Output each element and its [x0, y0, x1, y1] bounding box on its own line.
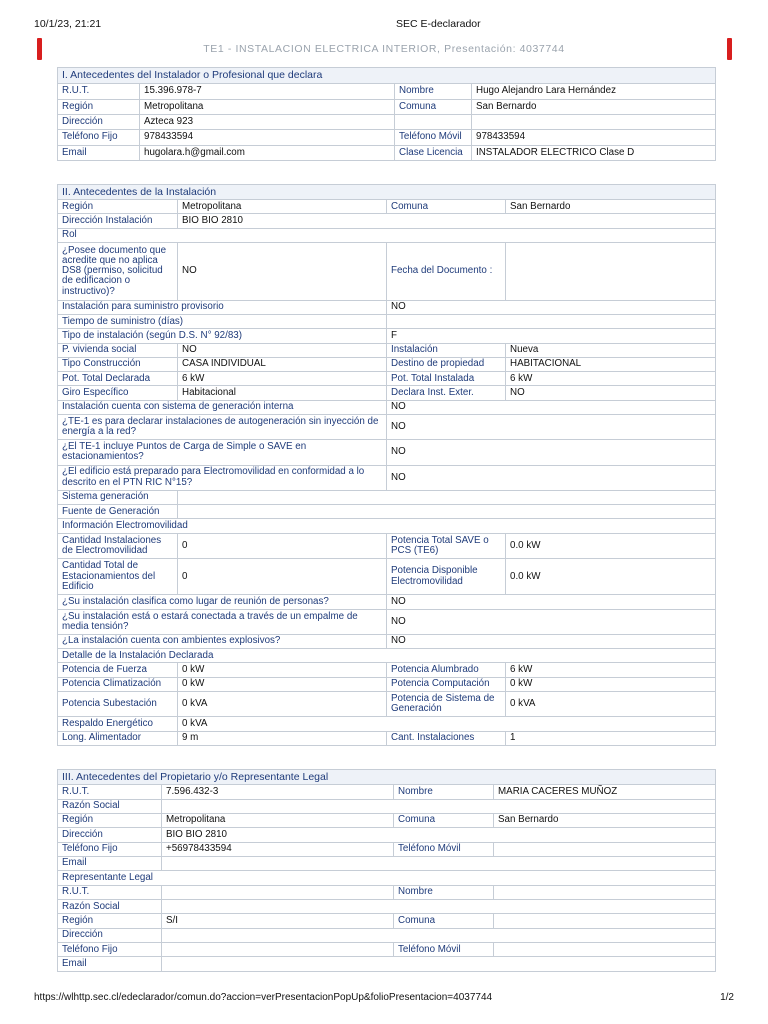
table-row — [58, 957, 716, 972]
field-value — [162, 900, 716, 914]
field-value: San Bernardo — [506, 200, 716, 214]
table-row — [58, 214, 716, 228]
field-value — [162, 943, 394, 957]
table-row — [58, 649, 716, 663]
table-row — [58, 145, 716, 160]
field-value: 0 kW — [178, 663, 387, 677]
field-label: Región — [58, 99, 140, 114]
page-number: 1/2 — [720, 992, 734, 1003]
table-row — [58, 731, 716, 745]
subsection-title: Representante Legal — [58, 871, 716, 885]
field-value: +56978433594 — [162, 842, 394, 856]
field-label: Email — [58, 856, 162, 870]
field-label: Pot. Total Instalada — [387, 372, 506, 386]
table-row — [58, 84, 716, 99]
table-row — [58, 943, 716, 957]
field-value — [494, 943, 716, 957]
field-label: Email — [58, 957, 162, 972]
field-value: NO — [387, 609, 716, 634]
field-value: NO — [387, 440, 716, 465]
field-value — [494, 885, 716, 899]
field-label: Cantidad Total de Estacionamientos del Edificio — [58, 559, 178, 595]
field-label: Potencia de Sistema de Generación — [387, 692, 506, 717]
table-row — [58, 519, 716, 533]
print-datetime: 10/1/23, 21:21 — [34, 18, 102, 30]
table-row — [58, 114, 716, 129]
field-label: Declara Inst. Exter. — [387, 386, 506, 400]
field-label: Potencia Disponible Electromovilidad — [387, 559, 506, 595]
field-value: San Bernardo — [472, 99, 716, 114]
table-row — [58, 856, 716, 870]
table-row — [58, 400, 716, 414]
field-label: Dirección Instalación — [58, 214, 178, 228]
field-label: R.U.T. — [58, 885, 162, 899]
field-label — [395, 114, 472, 129]
field-value: 0 — [178, 533, 387, 558]
section-title: I. Antecedentes del Instalador o Profesional que declara — [58, 68, 716, 84]
print-header — [0, 0, 768, 34]
field-value: 15.396.978-7 — [140, 84, 395, 99]
field-label: Región — [58, 200, 178, 214]
field-value: 9 m — [178, 731, 387, 745]
field-label: Respaldo Energético — [58, 717, 178, 731]
table-row — [58, 663, 716, 677]
table-row — [58, 200, 716, 214]
field-value: NO — [387, 465, 716, 490]
table-row — [58, 717, 716, 731]
field-value: 0 kVA — [506, 692, 716, 717]
field-label: Fecha del Documento : — [387, 242, 506, 300]
field-value — [162, 885, 394, 899]
field-label: Instalación cuenta con sistema de generación interna — [58, 400, 387, 414]
field-label: Long. Alimentador — [58, 731, 178, 745]
document-title: TE1 - INSTALACION ELECTRICA INTERIOR, Presentación: 4037744 — [203, 43, 565, 55]
field-label: Cantidad Instalaciones de Electromovilidad — [58, 533, 178, 558]
field-value: NO — [387, 414, 716, 439]
field-label: R.U.T. — [58, 84, 140, 99]
table-row — [58, 914, 716, 928]
field-value: 6 kW — [506, 663, 716, 677]
field-value: Metropolitana — [178, 200, 387, 214]
field-label: Potencia Computación — [387, 677, 506, 691]
field-value: 0 — [178, 559, 387, 595]
field-label: Destino de propiedad — [387, 357, 506, 371]
field-label: Sistema generación — [58, 490, 178, 504]
field-value: 1 — [506, 731, 716, 745]
field-value: Azteca 923 — [140, 114, 395, 129]
table-row — [58, 329, 716, 343]
field-value: 0.0 kW — [506, 559, 716, 595]
table-row — [58, 559, 716, 595]
field-label: Fuente de Generación — [58, 505, 178, 519]
field-label: ¿Posee documento que acredite que no aplica DS8 (permiso, solicitud de edificacion o instructivo)? — [58, 242, 178, 300]
table-row — [58, 465, 716, 490]
field-label: ¿Su instalación está o estará conectada a través de un empalme de media tensión? — [58, 609, 387, 634]
field-value — [162, 799, 716, 813]
field-value: HABITACIONAL — [506, 357, 716, 371]
field-value: 0 kVA — [178, 717, 716, 731]
field-label: Nombre — [394, 885, 494, 899]
owner-section — [57, 769, 716, 972]
field-label: Giro Específico — [58, 386, 178, 400]
field-value — [162, 928, 716, 942]
table-row — [58, 842, 716, 856]
table-row — [58, 130, 716, 145]
field-value: NO — [178, 242, 387, 300]
field-label: Cant. Instalaciones — [387, 731, 506, 745]
field-label: Región — [58, 914, 162, 928]
table-row — [58, 533, 716, 558]
field-value: MARIA CACERES MUÑOZ — [494, 785, 716, 799]
field-label: Teléfono Fijo — [58, 842, 162, 856]
field-label: Comuna — [394, 914, 494, 928]
field-label: Razón Social — [58, 799, 162, 813]
table-row — [58, 505, 716, 519]
field-label: ¿El edificio está preparado para Electromovilidad en conformidad a lo descrito en el PTN RIC N°15? — [58, 465, 387, 490]
field-value: F — [387, 329, 716, 343]
field-label: Teléfono Fijo — [58, 130, 140, 145]
table-row — [58, 813, 716, 827]
field-label: Potencia Subestación — [58, 692, 178, 717]
field-value: 0 kW — [178, 677, 387, 691]
field-value: hugolara.h@gmail.com — [140, 145, 395, 160]
field-value — [494, 914, 716, 928]
field-value: 7.596.432-3 — [162, 785, 394, 799]
table-row — [58, 242, 716, 300]
field-label: Clase Licencia — [395, 145, 472, 160]
table-row — [58, 928, 716, 942]
field-value: NO — [387, 634, 716, 648]
table-row — [58, 372, 716, 386]
table-row — [58, 677, 716, 691]
field-label: ¿La instalación cuenta con ambientes explosivos? — [58, 634, 387, 648]
field-value — [162, 856, 716, 870]
page-url: https://wlhttp.sec.cl/edeclarador/comun.do?accion=verPresentacionPopUp&folioPresentacion=4037744 — [34, 992, 493, 1003]
table-row — [58, 692, 716, 717]
field-label: Dirección — [58, 828, 162, 842]
field-label: ¿TE-1 es para declarar instalaciones de autogeneración sin inyección de energía a la red? — [58, 414, 387, 439]
field-label: Tiempo de suministro (días) — [58, 315, 387, 329]
field-label: Razón Social — [58, 900, 162, 914]
field-value: Nueva — [506, 343, 716, 357]
field-value: 6 kW — [506, 372, 716, 386]
table-row — [58, 357, 716, 371]
field-label: Nombre — [394, 785, 494, 799]
field-value: BIO BIO 2810 — [178, 214, 716, 228]
field-value: NO — [178, 343, 387, 357]
field-value: NO — [506, 386, 716, 400]
field-label: Teléfono Móvil — [394, 842, 494, 856]
field-label: Potencia Alumbrado — [387, 663, 506, 677]
field-label: Teléfono Móvil — [395, 130, 472, 145]
table-row — [58, 300, 716, 314]
field-value: Metropolitana — [162, 813, 394, 827]
field-value: NO — [387, 595, 716, 609]
field-label: Teléfono Fijo — [58, 943, 162, 957]
field-value — [506, 242, 716, 300]
field-label: Región — [58, 813, 162, 827]
field-label: Potencia Total SAVE o PCS (TE6) — [387, 533, 506, 558]
field-label: Nombre — [395, 84, 472, 99]
field-label: Potencia de Fuerza — [58, 663, 178, 677]
field-value: BIO BIO 2810 — [162, 828, 716, 842]
field-value: NO — [387, 400, 716, 414]
installation-section — [57, 184, 716, 746]
field-value: NO — [387, 300, 716, 314]
field-label: Comuna — [395, 99, 472, 114]
field-value: CASA INDIVIDUAL — [178, 357, 387, 371]
field-value — [472, 114, 716, 129]
table-row — [58, 315, 716, 329]
field-label: ¿Su instalación clasifica como lugar de reunión de personas? — [58, 595, 387, 609]
table-row — [58, 440, 716, 465]
table-row — [58, 595, 716, 609]
field-label: R.U.T. — [58, 785, 162, 799]
field-value: 0 kW — [506, 677, 716, 691]
field-label: Tipo Construcción — [58, 357, 178, 371]
subsection-title: Información Electromovilidad — [58, 519, 716, 533]
table-row — [58, 343, 716, 357]
field-value: 978433594 — [472, 130, 716, 145]
field-label: Instalación para suministro provisorio — [58, 300, 387, 314]
table-row — [58, 414, 716, 439]
table-row — [58, 386, 716, 400]
field-value: 6 kW — [178, 372, 387, 386]
field-value: 0 kVA — [178, 692, 387, 717]
field-value: Hugo Alejandro Lara Hernández — [472, 84, 716, 99]
table-row — [58, 634, 716, 648]
table-row — [58, 785, 716, 799]
field-value — [178, 505, 716, 519]
table-row — [58, 871, 716, 885]
field-label: Pot. Total Declarada — [58, 372, 178, 386]
field-label: Potencia Climatización — [58, 677, 178, 691]
field-value: Metropolitana — [140, 99, 395, 114]
field-value: 0.0 kW — [506, 533, 716, 558]
print-footer — [34, 992, 734, 1003]
field-label: Email — [58, 145, 140, 160]
field-label: Comuna — [387, 200, 506, 214]
field-label: ¿El TE-1 incluye Puntos de Carga de Simple o SAVE en estacionamientos? — [58, 440, 387, 465]
table-row — [58, 99, 716, 114]
print-page-title: SEC E-declarador — [396, 18, 481, 30]
section-title: II. Antecedentes de la Instalación — [58, 185, 716, 200]
field-value: San Bernardo — [494, 813, 716, 827]
field-label: P. vivienda social — [58, 343, 178, 357]
table-row — [58, 828, 716, 842]
table-row — [58, 609, 716, 634]
field-value — [178, 490, 716, 504]
subsection-title: Detalle de la Instalación Declarada — [58, 649, 716, 663]
table-row — [58, 900, 716, 914]
field-value — [387, 315, 716, 329]
field-label: Comuna — [394, 813, 494, 827]
field-label: Rol — [58, 228, 716, 242]
field-value: INSTALADOR ELECTRICO Clase D — [472, 145, 716, 160]
field-label: Instalación — [387, 343, 506, 357]
table-row — [58, 490, 716, 504]
field-value: 978433594 — [140, 130, 395, 145]
field-label: Dirección — [58, 114, 140, 129]
table-row — [58, 228, 716, 242]
table-row — [58, 799, 716, 813]
table-row — [58, 885, 716, 899]
field-value: S/I — [162, 914, 394, 928]
field-label: Tipo de instalación (según D.S. N° 92/83) — [58, 329, 387, 343]
field-value — [162, 957, 716, 972]
section-title: III. Antecedentes del Propietario y/o Representante Legal — [58, 770, 716, 785]
field-label: Teléfono Móvil — [394, 943, 494, 957]
field-label: Dirección — [58, 928, 162, 942]
installer-section — [57, 67, 716, 161]
field-value: Habitacional — [178, 386, 387, 400]
field-value — [494, 842, 716, 856]
